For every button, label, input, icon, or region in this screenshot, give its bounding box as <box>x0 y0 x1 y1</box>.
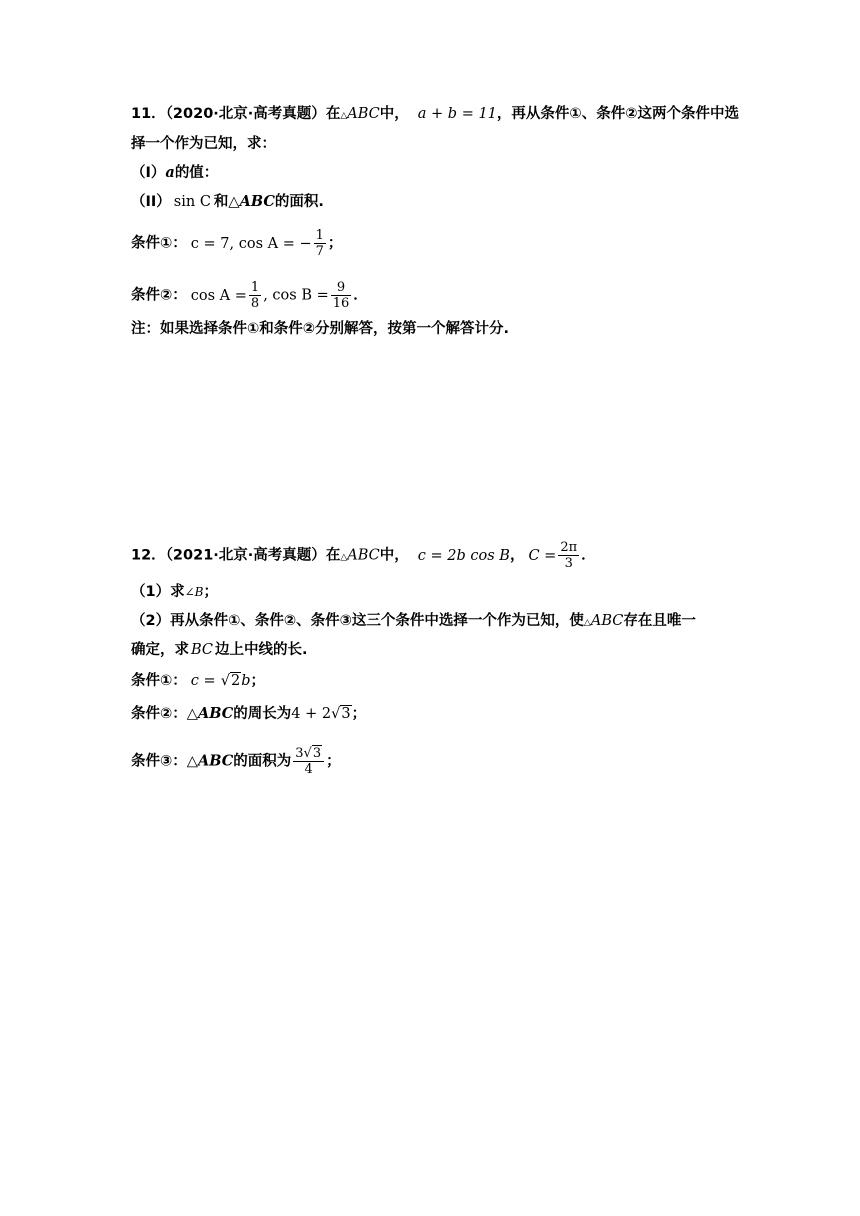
sqrt-radicand: 2 <box>230 673 241 689</box>
q11-text: 在 <box>325 106 341 122</box>
q12-angle-fraction <box>558 540 579 571</box>
q12-part-2-text: 确定，求 <box>131 642 189 658</box>
sqrt-symbol: √3 <box>331 706 351 722</box>
q12-part-1-angle: ∠B <box>184 585 204 599</box>
q11-condition-2-fraction-1 <box>249 280 261 311</box>
q12-number: 12． <box>131 547 166 564</box>
fraction-numerator: 2π <box>560 540 578 555</box>
q12-text: 在 <box>325 547 341 564</box>
q11-part-2 <box>131 192 324 212</box>
q12-condition-1-expr: c = <box>190 673 216 689</box>
q11-condition-1-expr: c = 7, cos A = − <box>190 235 312 252</box>
q12-condition-2-var: ABC <box>197 705 234 722</box>
punctuation: ； <box>327 235 343 252</box>
q12-condition-2: C = <box>528 547 557 564</box>
q11-part-1-var: a <box>165 164 175 181</box>
q12-part-2-bc: BC <box>191 642 214 658</box>
triangle-symbol: △ <box>340 552 348 563</box>
q12-condition-2-label: 条件②：△ <box>131 706 198 722</box>
fraction-denominator: 7 <box>315 244 324 259</box>
punctuation: ； <box>203 584 218 600</box>
q11-source: （2020·北京·高考真题） <box>165 106 326 122</box>
q11-condition-ab: a + b = 11 <box>417 106 497 122</box>
q12-condition-1-label: 条件①： <box>131 673 187 689</box>
q11-condition-2-label: 条件②： <box>131 287 187 304</box>
q11-condition-2 <box>131 280 368 311</box>
q12-condition-2-text: 的周长为 <box>233 706 292 722</box>
q11-part-1-label: （I） <box>131 165 166 181</box>
q12-part-2-abc: ABC <box>590 613 624 629</box>
fraction-denominator: 8 <box>250 296 260 311</box>
q11-part-2-label: （II） <box>131 194 171 210</box>
fraction-denominator: 4 <box>304 762 313 777</box>
q11-condition-2-fraction-2 <box>331 280 352 311</box>
q12-condition-1: c = 2b cos B <box>417 547 510 564</box>
q11-text: ，再从条件①、条件②这两个条件中选 <box>496 106 739 122</box>
q12-part-2-line-2 <box>131 640 308 660</box>
q11-number: 11． <box>131 106 166 122</box>
fraction-denominator: 16 <box>332 296 350 311</box>
q11-condition-1-label: 条件①： <box>131 235 187 252</box>
sqrt-symbol: √3 <box>303 746 322 761</box>
q11-part-1 <box>131 163 218 183</box>
q11-part-2-text: 的面积. <box>274 194 324 210</box>
q11-part-2-text: 和△ <box>213 194 240 210</box>
punctuation: ； <box>250 673 266 689</box>
q11-abc: ABC <box>347 106 380 122</box>
q12-condition-1 <box>131 671 265 691</box>
q11-part-2-var: ABC <box>239 193 275 210</box>
q12-condition-3 <box>131 746 341 777</box>
q12-condition-3-text: 的面积为 <box>233 753 292 770</box>
q11-text: 中， <box>379 106 409 122</box>
triangle-symbol: △ <box>583 618 591 628</box>
q12-part-2-text: 存在且唯一 <box>623 613 696 629</box>
q12-abc: ABC <box>347 547 380 564</box>
q12-part-2-text: （2）再从条件①、条件②、条件③这三个条件中选择一个作为已知，使 <box>131 613 584 629</box>
q11-part-1-text: 的值： <box>174 165 219 181</box>
q11-condition-1-fraction <box>314 228 326 259</box>
q11-condition-2-expr: cos A = <box>190 287 247 304</box>
punctuation: ． <box>581 547 596 564</box>
q12-condition-2-expr: 4 + 2 <box>291 706 332 722</box>
triangle-symbol: △ <box>340 111 348 121</box>
q12-condition-3-label: 条件③：△ <box>131 753 198 770</box>
q11-condition-2-expr: , cos B = <box>263 287 329 304</box>
fraction-numerator <box>293 746 324 762</box>
punctuation: ． <box>353 287 368 304</box>
fraction-numerator: 1 <box>315 228 324 243</box>
q12-part-2-text: 边上中线的长. <box>215 642 308 658</box>
q12-line-1 <box>131 540 596 571</box>
q11-part-2-expr: sin C <box>173 194 211 210</box>
q11-line-2: 择一个作为已知，求： <box>131 136 276 152</box>
q11-note: 注：如果选择条件①和条件②分别解答，按第一个解答计分. <box>131 321 510 337</box>
sqrt-radicand: 3 <box>341 706 351 722</box>
q12-part-1-label: （1）求 <box>131 584 185 600</box>
q12-text: 中， <box>379 547 409 564</box>
punctuation: ， <box>509 547 525 564</box>
fraction-denominator: 3 <box>564 556 573 571</box>
fraction-numerator: 9 <box>331 280 352 296</box>
q12-condition-2 <box>131 704 366 724</box>
sqrt-symbol: √2 <box>220 673 241 689</box>
q12-condition-3-var: ABC <box>197 752 234 770</box>
sqrt-radicand: 3 <box>312 746 322 761</box>
q12-source: （2021·北京·高考真题） <box>165 547 326 564</box>
q11-condition-1 <box>131 228 342 259</box>
punctuation: ； <box>351 706 367 722</box>
q11-line-1 <box>131 104 739 126</box>
q12-part-2-line-1 <box>131 611 696 633</box>
q12-condition-3-fraction <box>293 746 324 777</box>
punctuation: ； <box>326 753 341 770</box>
q12-part-1 <box>131 582 218 602</box>
numerator-coefficient: 3 <box>295 746 304 761</box>
fraction-numerator: 1 <box>250 280 260 295</box>
q12-condition-1-var: b <box>241 673 251 689</box>
